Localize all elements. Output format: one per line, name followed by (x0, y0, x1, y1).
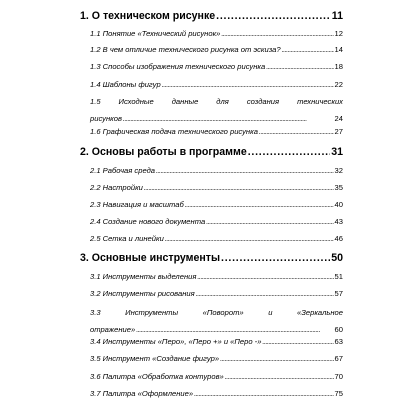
item-title: 3.1 Инструменты выделения (90, 272, 197, 281)
dot-leader (221, 30, 333, 38)
dot-leader (196, 290, 334, 298)
dot-leader (156, 167, 334, 175)
toc-item[interactable] (0, 166, 400, 175)
item-title: 3.5 Инструмент «Создание фигур» (90, 354, 220, 363)
toc-item[interactable] (0, 200, 400, 209)
item-page: 12 (334, 29, 343, 38)
item-page: 51 (334, 272, 343, 281)
dot-leader (185, 201, 334, 209)
toc-item[interactable] (0, 217, 400, 226)
item-title: 2.5 Сетка и линейки (90, 234, 164, 243)
title-word: и (268, 308, 273, 317)
chapter-title: 3. Основные инструменты (80, 252, 221, 264)
toc-item-wrapped[interactable] (90, 308, 343, 334)
dot-leader (216, 11, 331, 22)
item-title: 1.3 Способы изображения технического рисунка (90, 62, 266, 71)
chapter-title: 2. Основы работы в программе (80, 146, 247, 158)
item-title: 1.2 В чем отличие технического рисунка от эскиза? (90, 45, 281, 54)
item-page: 14 (334, 45, 343, 54)
dot-leader (282, 46, 334, 54)
dot-leader (262, 338, 333, 346)
title-word: для (216, 97, 229, 106)
item-page: 27 (334, 127, 343, 136)
item-page: 18 (334, 62, 343, 71)
item-page: 46 (334, 234, 343, 243)
item-title-line-2: рисунков (90, 114, 122, 123)
toc-chapter-1[interactable] (0, 10, 400, 22)
toc-item[interactable] (0, 272, 400, 281)
title-word: 3.3 (90, 308, 101, 317)
dot-leader (136, 326, 333, 334)
toc-chapter-3[interactable] (0, 252, 400, 264)
item-title: 3.6 Палитра «Обработка контуров» (90, 372, 224, 381)
item-page: 57 (334, 289, 343, 298)
chapter-page: 31 (331, 146, 343, 158)
dot-leader (220, 355, 333, 363)
toc-item[interactable] (0, 45, 400, 54)
item-title: 3.2 Инструменты рисования (90, 289, 195, 298)
toc-item[interactable] (0, 29, 400, 38)
item-title: 3.7 Палитра «Оформление» (90, 389, 194, 398)
dot-leader (248, 147, 330, 158)
toc-item[interactable] (0, 234, 400, 243)
dot-leader (259, 128, 334, 136)
item-title: 1.4 Шаблоны фигур (90, 80, 161, 89)
dot-leader (144, 184, 334, 192)
title-word: данные (171, 97, 199, 106)
title-word: «Зеркальное (297, 308, 343, 317)
toc-item[interactable] (0, 62, 400, 71)
toc-item[interactable] (0, 389, 400, 398)
chapter-title: 1. О техническом рисунке (80, 10, 216, 22)
item-title: 1.6 Графическая подача технического рисунка (90, 127, 258, 136)
title-word: Исходные (118, 97, 154, 106)
item-page: 60 (334, 325, 343, 334)
item-title-line-1 (90, 97, 343, 106)
item-title: 2.1 Рабочая среда (90, 166, 156, 175)
title-word: создания (246, 97, 280, 106)
toc-item[interactable] (0, 183, 400, 192)
item-title-line-1 (90, 308, 343, 317)
dot-leader (194, 390, 333, 398)
title-word: 1.5 (90, 97, 101, 106)
toc-chapter-2[interactable] (0, 146, 400, 158)
toc-item[interactable] (0, 289, 400, 298)
toc-item[interactable] (0, 354, 400, 363)
title-word: Инструменты (125, 308, 179, 317)
dot-leader (206, 218, 333, 226)
item-page: 63 (334, 337, 343, 346)
item-page: 35 (334, 183, 343, 192)
dot-leader (165, 235, 334, 243)
item-page: 67 (334, 354, 343, 363)
item-title: 1.1 Понятие «Технический рисунок» (90, 29, 221, 38)
item-title: 2.2 Настройки (90, 183, 143, 192)
toc-item[interactable] (0, 80, 400, 89)
item-page: 43 (334, 217, 343, 226)
dot-leader (162, 81, 334, 89)
dot-leader (197, 273, 333, 281)
dot-leader (123, 115, 334, 123)
item-title: 2.3 Навигация и масштаб (90, 200, 184, 209)
dot-leader (266, 63, 333, 71)
dot-leader (225, 373, 334, 381)
item-title: 2.4 Создание нового документа (90, 217, 206, 226)
toc-item-wrapped[interactable] (90, 97, 343, 123)
title-word: технических (297, 97, 343, 106)
item-page: 75 (334, 389, 343, 398)
chapter-page: 11 (331, 10, 343, 22)
chapter-page: 50 (331, 252, 343, 264)
title-word: «Поворот» (202, 308, 244, 317)
item-title-line-2: отражение» (90, 325, 136, 334)
item-page: 22 (334, 80, 343, 89)
dot-leader (221, 253, 330, 264)
toc-item[interactable] (0, 127, 400, 136)
item-title: 3.4 Инструменты «Перо», «Перо +» и «Перо -» (90, 337, 262, 346)
item-page: 40 (334, 200, 343, 209)
item-page: 32 (334, 166, 343, 175)
toc-item[interactable] (0, 337, 400, 346)
item-page: 24 (334, 114, 343, 123)
toc-item[interactable] (0, 372, 400, 381)
item-page: 70 (334, 372, 343, 381)
